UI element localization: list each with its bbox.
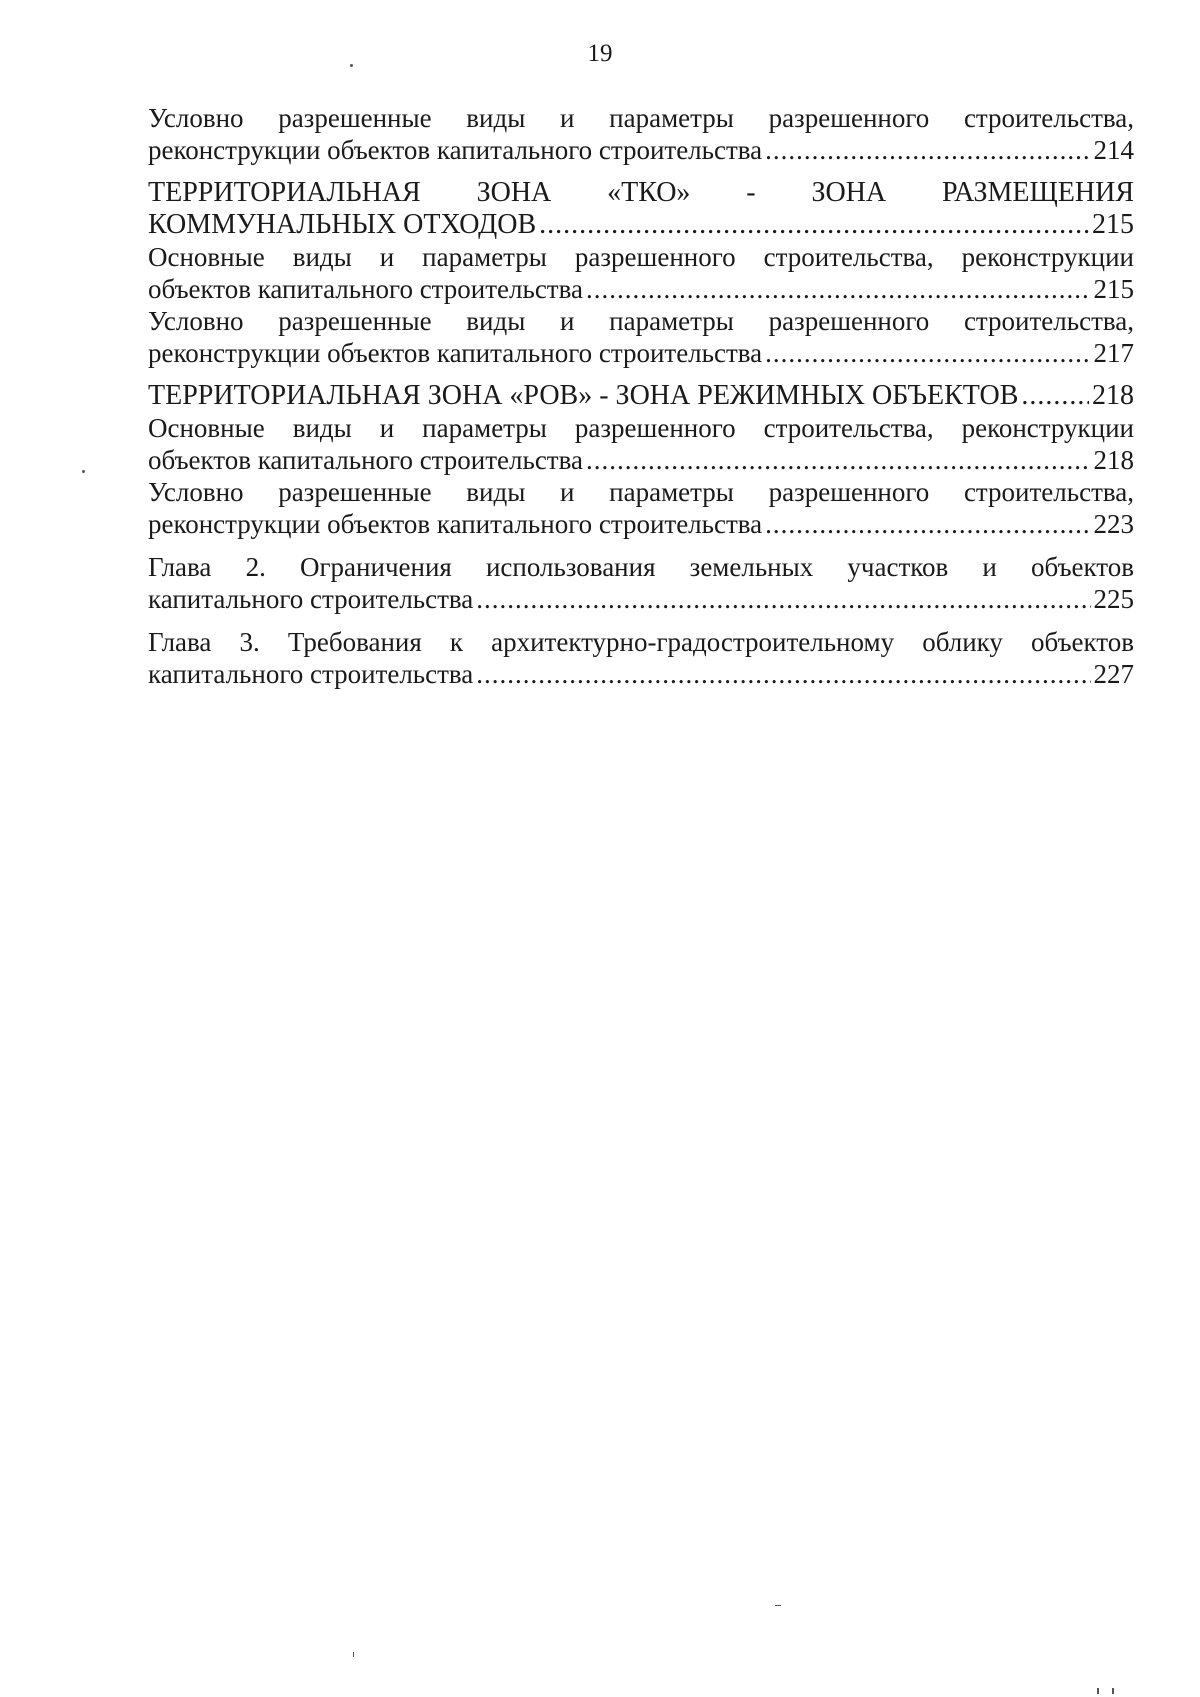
- scan-speck: [1112, 1688, 1114, 1694]
- toc-entry-title-line: Условно разрешенные виды и параметры разрешенного строительства,: [148, 103, 1134, 133]
- toc-entry-title-line: Глава 2. Ограничения использования земельных участков и объектов: [148, 552, 1134, 582]
- toc-entry-title-line: Условно разрешенные виды и параметры разрешенного строительства,: [148, 306, 1134, 336]
- toc-leader-dots: [1021, 380, 1089, 412]
- toc-page-number: 215: [1093, 274, 1134, 304]
- toc-leader-dots: [586, 273, 1091, 305]
- table-of-contents: [148, 102, 1134, 690]
- toc-page-number: 227: [1093, 659, 1134, 689]
- toc-entry[interactable]: [148, 102, 1134, 166]
- toc-page-number: 214: [1093, 135, 1134, 165]
- toc-entry[interactable]: [148, 241, 1134, 305]
- toc-leader-dots: [476, 583, 1090, 615]
- toc-entry-title-line: Глава 3. Требования к архитектурно-градостроительному облику объектов: [148, 627, 1134, 657]
- toc-entry[interactable]: [148, 380, 1134, 412]
- toc-entry[interactable]: [148, 551, 1134, 615]
- toc-entry[interactable]: [148, 177, 1134, 241]
- toc-entry-title-end: реконструкции объектов капитального строительства: [148, 338, 763, 368]
- toc-page-number: 223: [1093, 509, 1134, 539]
- toc-page-number: 217: [1093, 338, 1134, 368]
- toc-entry-title-end: объектов капитального строительства: [148, 274, 583, 304]
- toc-leader-dots: [765, 337, 1090, 369]
- toc-entry[interactable]: [148, 626, 1134, 690]
- toc-page-number: 215: [1092, 209, 1134, 240]
- page-number: 19: [587, 40, 613, 67]
- toc-page-number: 225: [1093, 584, 1134, 614]
- toc-entry-title-line: Основные виды и параметры разрешенного строительства, реконструкции: [148, 413, 1134, 443]
- toc-entry[interactable]: [148, 412, 1134, 476]
- toc-leader-dots: [765, 508, 1090, 540]
- toc-entry-title-line: ТЕРРИТОРИАЛЬНАЯ ЗОНА «ТКО» - ЗОНА РАЗМЕЩЕНИЯ: [148, 177, 1134, 208]
- scan-speck: [775, 1605, 781, 1606]
- scan-speck: [353, 1652, 354, 1657]
- toc-entry-title-line: Условно разрешенные виды и параметры разрешенного строительства,: [148, 477, 1134, 507]
- scan-speck: [1097, 1688, 1099, 1694]
- toc-page-number: 218: [1093, 445, 1134, 475]
- toc-leader-dots: [539, 209, 1089, 241]
- toc-entry-title-end: объектов капитального строительства: [148, 445, 583, 475]
- toc-page-number: 218: [1092, 380, 1134, 411]
- scan-speck: [82, 470, 85, 473]
- toc-leader-dots: [765, 134, 1090, 166]
- toc-leader-dots: [586, 444, 1091, 476]
- toc-entry-title-end: капитального строительства: [148, 659, 474, 689]
- toc-entry-title-end: ТЕРРИТОРИАЛЬНАЯ ЗОНА «РОВ» - ЗОНА РЕЖИМНЫХ ОБЪЕКТОВ: [148, 380, 1019, 411]
- toc-entry-title-end: реконструкции объектов капитального строительства: [148, 509, 763, 539]
- scan-speck: [350, 64, 353, 67]
- toc-entry-title-end: реконструкции объектов капитального строительства: [148, 135, 763, 165]
- toc-leader-dots: [476, 658, 1090, 690]
- toc-entry-title-end: КОММУНАЛЬНЫХ ОТХОДОВ: [148, 209, 537, 240]
- toc-entry[interactable]: [148, 476, 1134, 540]
- toc-entry[interactable]: [148, 305, 1134, 369]
- toc-entry-title-line: Основные виды и параметры разрешенного строительства, реконструкции: [148, 242, 1134, 272]
- toc-entry-title-end: капитального строительства: [148, 584, 474, 614]
